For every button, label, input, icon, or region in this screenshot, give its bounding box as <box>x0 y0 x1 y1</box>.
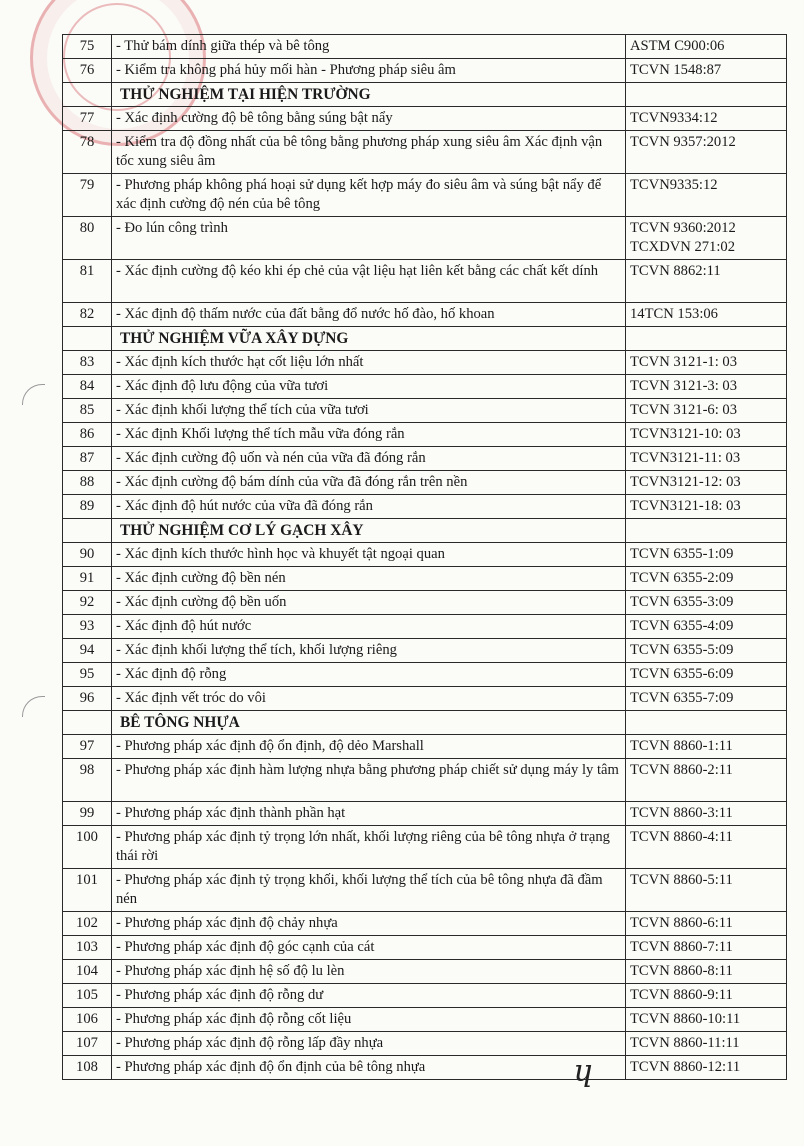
test-description: - Phương pháp không phá hoại sử dụng kết hợp máy đo siêu âm và súng bật nẩy để xác định cường độ nén của bê tông <box>112 174 626 217</box>
standard-code: TCVN3121-12: 03 <box>630 474 741 490</box>
standard-code: TCVN 6355-7:09 <box>630 690 734 706</box>
standard-code: TCVN 9357:2012 <box>630 134 736 150</box>
standard-code: TCVN 8860-5:11 <box>630 872 733 888</box>
table-row <box>63 663 787 687</box>
test-standards-table <box>62 34 787 1080</box>
test-description: - Phương pháp xác định độ ổn định, độ dẻo Marshall <box>112 735 626 759</box>
standard-code-cell <box>626 1032 787 1056</box>
standard-code: TCVN 3121-3: 03 <box>630 378 738 394</box>
row-number-cell <box>63 83 112 107</box>
standard-code-cell <box>626 35 787 59</box>
table-row <box>63 912 787 936</box>
test-description: - Xác định Khối lượng thể tích mẫu vữa đóng rắn <box>112 423 626 447</box>
test-description: - Xác định khối lượng thể tích của vữa tươi <box>112 399 626 423</box>
table-row <box>63 131 787 174</box>
standard-code-cell <box>626 960 787 984</box>
standard-cell <box>626 519 787 543</box>
table-row <box>63 759 787 802</box>
table-row <box>63 591 787 615</box>
table-row <box>63 984 787 1008</box>
table-row <box>63 735 787 759</box>
test-description: - Xác định độ hút nước của vữa đã đóng rắn <box>112 495 626 519</box>
test-description: - Phương pháp xác định thành phần hạt <box>112 802 626 826</box>
row-number: 98 <box>63 759 112 802</box>
row-number: 94 <box>63 639 112 663</box>
test-description: - Phương pháp xác định độ chảy nhựa <box>112 912 626 936</box>
row-number-cell <box>63 711 112 735</box>
standard-code-cell <box>626 735 787 759</box>
test-description: - Thử bám dính giữa thép và bê tông <box>112 35 626 59</box>
table-row <box>63 802 787 826</box>
standard-cell <box>626 327 787 351</box>
standard-code: ASTM C900:06 <box>630 38 725 54</box>
standard-code: TCVN3121-10: 03 <box>630 426 741 442</box>
standard-code-cell <box>626 759 787 802</box>
standard-code: TCVN 8860-1:11 <box>630 738 733 754</box>
standard-code: TCVN9334:12 <box>630 110 718 126</box>
standard-code-cell <box>626 375 787 399</box>
row-number: 85 <box>63 399 112 423</box>
test-description: - Phương pháp xác định hàm lượng nhựa bằng phương pháp chiết sử dụng máy ly tâm <box>112 759 626 802</box>
standard-code: TCVN 6355-4:09 <box>630 618 734 634</box>
standards-table-page <box>62 34 777 1080</box>
row-number: 101 <box>63 869 112 912</box>
section-header-row <box>63 83 787 107</box>
test-description: - Phương pháp xác định hệ số độ lu lèn <box>112 960 626 984</box>
standard-code-cell <box>626 131 787 174</box>
standard-code: TCVN 8860-3:11 <box>630 805 733 821</box>
standard-code: TCVN9335:12 <box>630 177 718 193</box>
table-row <box>63 447 787 471</box>
row-number-cell <box>63 519 112 543</box>
table-row <box>63 495 787 519</box>
standard-code-cell <box>626 303 787 327</box>
standard-code-cell <box>626 663 787 687</box>
table-row <box>63 423 787 447</box>
row-number: 97 <box>63 735 112 759</box>
standard-code-cell <box>626 217 787 260</box>
standard-code: TCVN 8860-11:11 <box>630 1035 740 1051</box>
test-description: - Phương pháp xác định tỷ trọng khối, khối lượng thể tích của bê tông nhựa đã đầm nén <box>112 869 626 912</box>
row-number: 80 <box>63 217 112 260</box>
standard-code-cell <box>626 495 787 519</box>
section-title: BÊ TÔNG NHỰA <box>112 711 626 735</box>
table-row <box>63 869 787 912</box>
table-row <box>63 107 787 131</box>
row-number: 104 <box>63 960 112 984</box>
row-number: 77 <box>63 107 112 131</box>
standard-code: TCVN 6355-3:09 <box>630 594 734 610</box>
row-number: 87 <box>63 447 112 471</box>
standard-code-cell <box>626 936 787 960</box>
test-description: - Xác định cường độ bám dính của vữa đã đóng rắn trên nền <box>112 471 626 495</box>
test-description: - Phương pháp xác định độ ổn định của bê tông nhựa <box>112 1056 626 1080</box>
row-number: 90 <box>63 543 112 567</box>
section-title: THỬ NGHIỆM CƠ LÝ GẠCH XÂY <box>112 519 626 543</box>
standard-code: TCXDVN 271:02 <box>630 239 735 255</box>
section-header-row <box>63 327 787 351</box>
standard-code-cell <box>626 543 787 567</box>
standard-code-cell <box>626 260 787 303</box>
row-number: 78 <box>63 131 112 174</box>
standard-code-cell <box>626 59 787 83</box>
standard-code-cell <box>626 869 787 912</box>
standard-code-cell <box>626 826 787 869</box>
row-number: 82 <box>63 303 112 327</box>
standard-code-cell <box>626 591 787 615</box>
standard-code: TCVN3121-18: 03 <box>630 498 741 514</box>
table-row <box>63 826 787 869</box>
table-row <box>63 217 787 260</box>
standard-code-cell <box>626 174 787 217</box>
standard-code-cell <box>626 423 787 447</box>
standard-code: TCVN 8860-12:11 <box>630 1059 741 1075</box>
table-row <box>63 1056 787 1080</box>
row-number: 76 <box>63 59 112 83</box>
row-number: 105 <box>63 984 112 1008</box>
row-number: 86 <box>63 423 112 447</box>
table-row <box>63 174 787 217</box>
table-row <box>63 59 787 83</box>
standard-code: TCVN 1548:87 <box>630 62 722 78</box>
standard-cell <box>626 711 787 735</box>
standard-code-cell <box>626 984 787 1008</box>
test-description: - Xác định cường độ bền uốn <box>112 591 626 615</box>
test-description: - Xác định kích thước hình học và khuyết tật ngoại quan <box>112 543 626 567</box>
standard-code-cell <box>626 687 787 711</box>
test-description: - Phương pháp xác định độ rỗng lấp đầy nhựa <box>112 1032 626 1056</box>
section-header-row <box>63 519 787 543</box>
row-number: 83 <box>63 351 112 375</box>
standard-code: TCVN 8860-7:11 <box>630 939 733 955</box>
test-description: - Xác định cường độ uốn và nén của vữa đã đóng rắn <box>112 447 626 471</box>
test-description: - Xác định cường độ kéo khi ép chẻ của vật liệu hạt liên kết bằng các chất kết dính <box>112 260 626 303</box>
table-row <box>63 399 787 423</box>
standard-code: TCVN 8860-10:11 <box>630 1011 741 1027</box>
standard-code: TCVN3121-11: 03 <box>630 450 741 466</box>
table-row <box>63 936 787 960</box>
test-description: - Xác định độ lưu động của vữa tươi <box>112 375 626 399</box>
standard-code: TCVN 3121-1: 03 <box>630 354 738 370</box>
table-body <box>63 35 787 1080</box>
standard-code-cell <box>626 471 787 495</box>
standard-code-cell <box>626 912 787 936</box>
row-number: 91 <box>63 567 112 591</box>
row-number: 88 <box>63 471 112 495</box>
row-number: 100 <box>63 826 112 869</box>
row-number: 81 <box>63 260 112 303</box>
section-header-row <box>63 711 787 735</box>
test-description: - Xác định cường độ bê tông bằng súng bật nẩy <box>112 107 626 131</box>
section-title: THỬ NGHIỆM TẠI HIỆN TRƯỜNG <box>112 83 626 107</box>
test-description: - Xác định kích thước hạt cốt liệu lớn nhất <box>112 351 626 375</box>
table-row <box>63 375 787 399</box>
table-row <box>63 471 787 495</box>
row-number: 79 <box>63 174 112 217</box>
test-description: - Xác định độ thấm nước của đất bằng đổ nước hố đào, hố khoan <box>112 303 626 327</box>
row-number: 92 <box>63 591 112 615</box>
test-description: - Xác định độ rỗng <box>112 663 626 687</box>
test-description: - Kiểm tra độ đồng nhất của bê tông bằng phương pháp xung siêu âm Xác định vận tốc xung siêu âm <box>112 131 626 174</box>
standard-code: TCVN 3121-6: 03 <box>630 402 738 418</box>
test-description: - Phương pháp xác định tỷ trọng lớn nhất, khối lượng riêng của bê tông nhựa ở trạng thái rời <box>112 826 626 869</box>
test-description: - Xác định cường độ bền nén <box>112 567 626 591</box>
standard-code-cell <box>626 639 787 663</box>
standard-code: TCVN 8860-2:11 <box>630 762 733 778</box>
handwritten-signature: ɥ <box>574 1054 594 1089</box>
test-description: - Phương pháp xác định độ rỗng cốt liệu <box>112 1008 626 1032</box>
binder-punch-mark <box>22 696 45 717</box>
standard-code: TCVN 8862:11 <box>630 263 721 279</box>
standard-cell <box>626 83 787 107</box>
section-title: THỬ NGHIỆM VỮA XÂY DỰNG <box>112 327 626 351</box>
standard-code: TCVN 8860-4:11 <box>630 829 733 845</box>
standard-code: TCVN 8860-6:11 <box>630 915 733 931</box>
table-row <box>63 543 787 567</box>
row-number-cell <box>63 327 112 351</box>
row-number: 96 <box>63 687 112 711</box>
row-number: 108 <box>63 1056 112 1080</box>
standard-code-cell <box>626 567 787 591</box>
table-row <box>63 1008 787 1032</box>
standard-code-cell <box>626 351 787 375</box>
test-description: - Phương pháp xác định độ rỗng dư <box>112 984 626 1008</box>
row-number: 106 <box>63 1008 112 1032</box>
standard-code-cell <box>626 1008 787 1032</box>
row-number: 102 <box>63 912 112 936</box>
table-row <box>63 615 787 639</box>
table-row <box>63 567 787 591</box>
standard-code: TCVN 6355-5:09 <box>630 642 734 658</box>
standard-code: TCVN 6355-1:09 <box>630 546 734 562</box>
standard-code-cell <box>626 1056 787 1080</box>
standard-code: TCVN 6355-2:09 <box>630 570 734 586</box>
row-number: 107 <box>63 1032 112 1056</box>
standard-code: TCVN 8860-9:11 <box>630 987 733 1003</box>
standard-code-cell <box>626 447 787 471</box>
test-description: - Xác định độ hút nước <box>112 615 626 639</box>
table-row <box>63 303 787 327</box>
standard-code: 14TCN 153:06 <box>630 306 718 322</box>
test-description: - Đo lún công trình <box>112 217 626 260</box>
table-row <box>63 260 787 303</box>
standard-code-cell <box>626 399 787 423</box>
row-number: 84 <box>63 375 112 399</box>
table-row <box>63 639 787 663</box>
row-number: 75 <box>63 35 112 59</box>
binder-punch-mark <box>22 384 45 405</box>
standard-code-cell <box>626 802 787 826</box>
standard-code: TCVN 8860-8:11 <box>630 963 733 979</box>
table-row <box>63 351 787 375</box>
row-number: 99 <box>63 802 112 826</box>
test-description: - Kiểm tra không phá hủy mối hàn - Phương pháp siêu âm <box>112 59 626 83</box>
table-row <box>63 960 787 984</box>
row-number: 93 <box>63 615 112 639</box>
row-number: 95 <box>63 663 112 687</box>
standard-code-cell <box>626 615 787 639</box>
standard-code: TCVN 6355-6:09 <box>630 666 734 682</box>
test-description: - Xác định khối lượng thể tích, khối lượng riêng <box>112 639 626 663</box>
test-description: - Phương pháp xác định độ góc cạnh của cát <box>112 936 626 960</box>
standard-code: TCVN 9360:2012 <box>630 220 736 236</box>
table-row <box>63 1032 787 1056</box>
row-number: 89 <box>63 495 112 519</box>
table-row <box>63 687 787 711</box>
row-number: 103 <box>63 936 112 960</box>
table-row <box>63 35 787 59</box>
standard-code-cell <box>626 107 787 131</box>
test-description: - Xác định vết tróc do vôi <box>112 687 626 711</box>
